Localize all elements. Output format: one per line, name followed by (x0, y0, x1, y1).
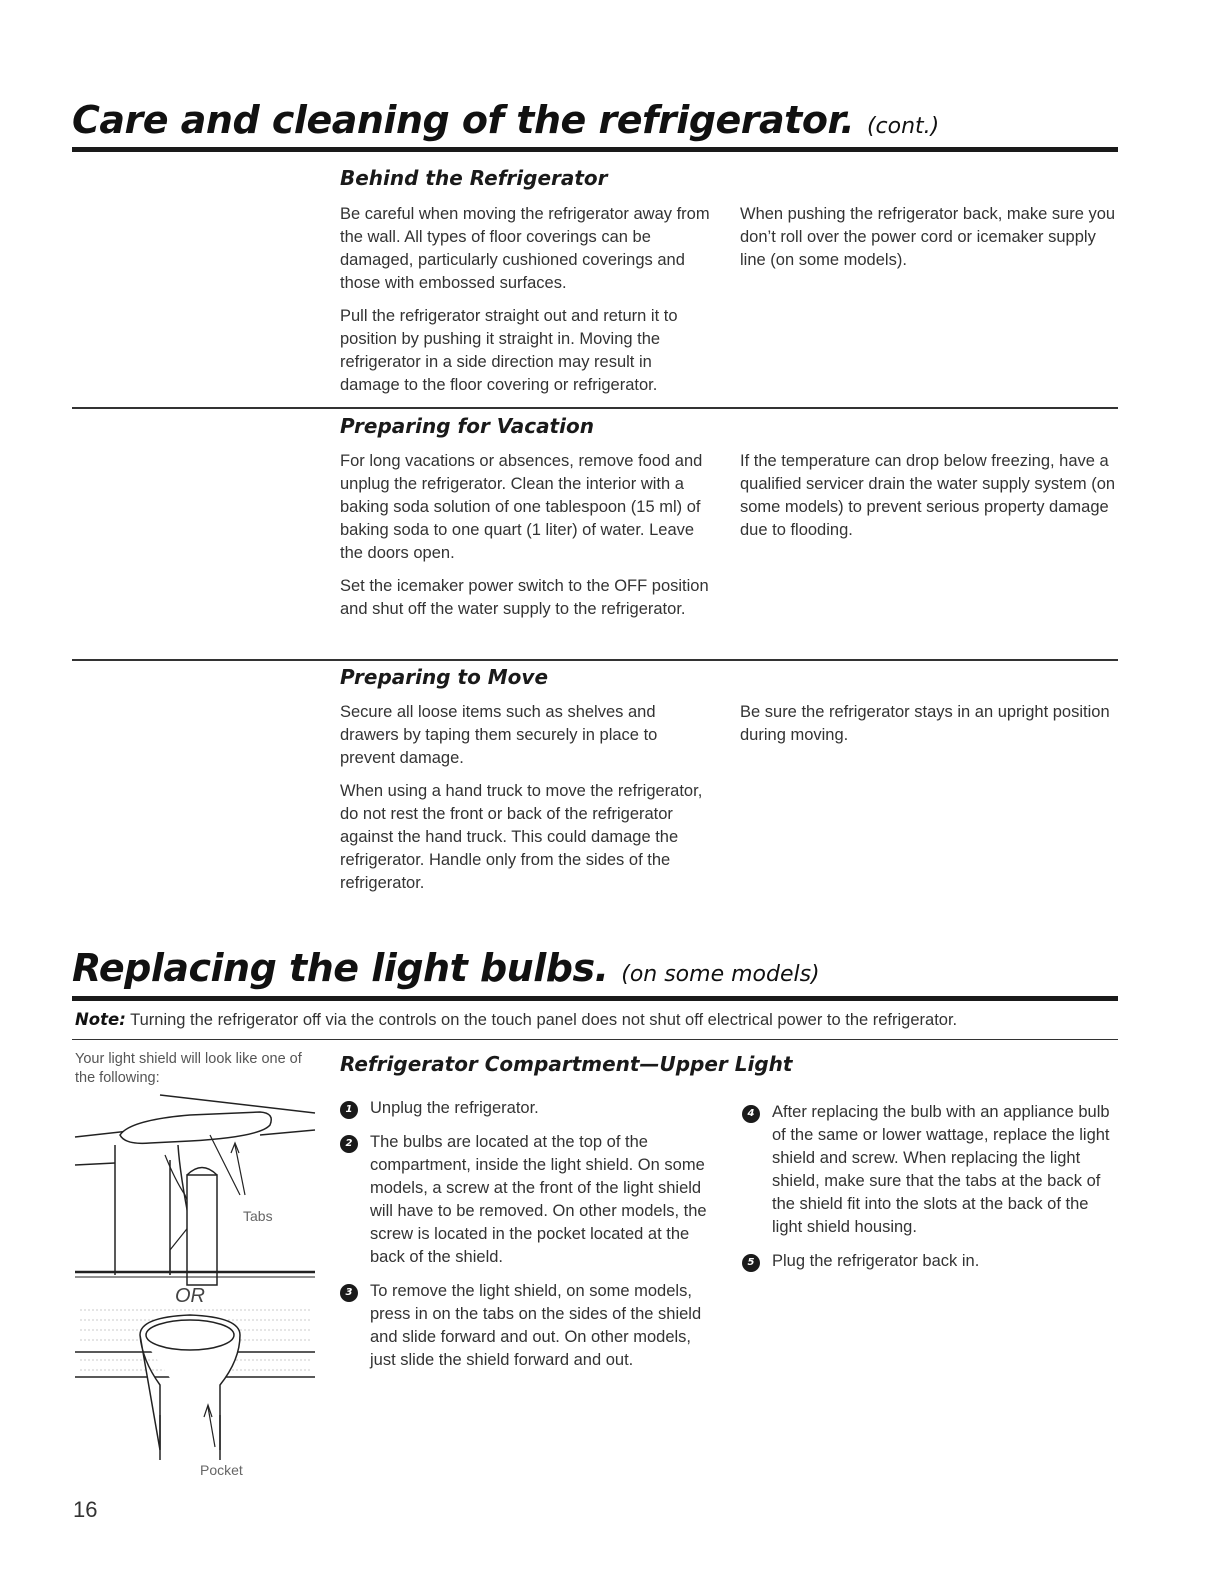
care-title-sub: (cont.) (866, 114, 940, 139)
bulbs-title-sub: (on some models) (621, 962, 820, 987)
illustration-caption: Your light shield will look like one of the following: (75, 1051, 302, 1086)
section-move-right (740, 701, 1120, 757)
section-divider (72, 659, 1118, 661)
paragraph: If the temperature can drop below freezing, have a qualified servicer drain the water supply system (on some models) to prevent serious property damage due to flooding. (740, 452, 1116, 539)
bulbs-title (72, 946, 820, 990)
section-behind-right (740, 203, 1120, 282)
shield-type-tabs-drawing (75, 1095, 315, 1285)
steps-right-column (742, 1101, 1122, 1284)
step-item (340, 1280, 720, 1372)
section-vacation-right (740, 450, 1120, 552)
paragraph: Set the icemaker power switch to the OFF position and shut off the water supply to the refrigerator. (340, 577, 709, 618)
or-label: OR (175, 1285, 205, 1307)
section-heading-vacation: Preparing for Vacation (340, 414, 594, 438)
step-number-badge: 2 (340, 1135, 358, 1153)
step-text: After replacing the bulb with an appliance bulb of the same or lower wattage, replace the light shield and screw. When replacing the light shield, make sure that the tabs at the back of the shield fit into the slots at the back of the light shield housing. (772, 1103, 1110, 1236)
step-item (340, 1131, 720, 1269)
section-move-left (340, 701, 715, 905)
step-number-badge: 5 (742, 1254, 760, 1272)
section-vacation-left (340, 450, 715, 631)
note-text: Turning the refrigerator off via the controls on the touch panel does not shut off electrical power to the refrigerator. (130, 1011, 958, 1029)
care-title (72, 98, 939, 142)
paragraph: Pull the refrigerator straight out and return it to position by pushing it straight in. Moving the refrigerator in a side direction may result in damage to the floor covering or refrigerator. (340, 307, 678, 394)
section-behind-left (340, 203, 715, 407)
step-item (340, 1097, 720, 1120)
light-shield-illustration (70, 1085, 320, 1470)
pocket-label: Pocket (200, 1462, 243, 1478)
page-number: 16 (73, 1497, 98, 1522)
care-title-main: Care and cleaning of the refrigerator. (72, 98, 855, 142)
step-number-badge: 4 (742, 1105, 760, 1123)
step-text: Unplug the refrigerator. (370, 1099, 539, 1117)
step-item (742, 1250, 1122, 1273)
section-divider (72, 407, 1118, 409)
note-line (75, 1010, 957, 1030)
paragraph: For long vacations or absences, remove food and unplug the refrigerator. Clean the interior with a baking soda solution of one tablespoon (15 ml) of baking soda to one quart (1 liter) of water. Leave the doors open. (340, 452, 703, 562)
section-heading-behind: Behind the Refrigerator (340, 166, 608, 190)
care-title-rule (72, 147, 1118, 152)
paragraph: When pushing the refrigerator back, make sure you don’t roll over the power cord or icemaker supply line (on some models). (740, 205, 1116, 269)
bulbs-title-rule (72, 996, 1118, 1001)
step-number-badge: 3 (340, 1284, 358, 1302)
upper-light-heading: Refrigerator Compartment—Upper Light (340, 1052, 793, 1076)
bulbs-title-main: Replacing the light bulbs. (72, 946, 609, 990)
paragraph: Be careful when moving the refrigerator away from the wall. All types of floor coverings can be damaged, particularly cushioned coverings and those with embossed surfaces. (340, 205, 710, 292)
section-heading-move: Preparing to Move (340, 665, 549, 689)
shield-type-pocket-drawing (75, 1310, 315, 1460)
tabs-label: Tabs (243, 1208, 273, 1224)
step-text: To remove the light shield, on some models, press in on the tabs on the sides of the shield and slide forward and out. On other models, just slide the shield forward and out. (370, 1282, 702, 1369)
step-text: Plug the refrigerator back in. (772, 1252, 980, 1270)
paragraph: When using a hand truck to move the refrigerator, do not rest the front or back of the refrigerator against the hand truck. This could damage the refrigerator. Handle only from the sides of the refrigerator. (340, 782, 703, 892)
step-item (742, 1101, 1122, 1239)
step-text: The bulbs are located at the top of the compartment, inside the light shield. On some models, a screw at the front of the light shield will have to be removed. On other models, the screw is located in the pocket located at the back of the shield. (370, 1133, 707, 1266)
note-rule (72, 1039, 1118, 1040)
note-label: Note: (75, 1010, 126, 1029)
steps-left-column (340, 1097, 720, 1383)
paragraph: Be sure the refrigerator stays in an upright position during moving. (740, 703, 1110, 744)
step-number-badge: 1 (340, 1101, 358, 1119)
paragraph: Secure all loose items such as shelves and drawers by taping them securely in place to prevent damage. (340, 703, 658, 767)
